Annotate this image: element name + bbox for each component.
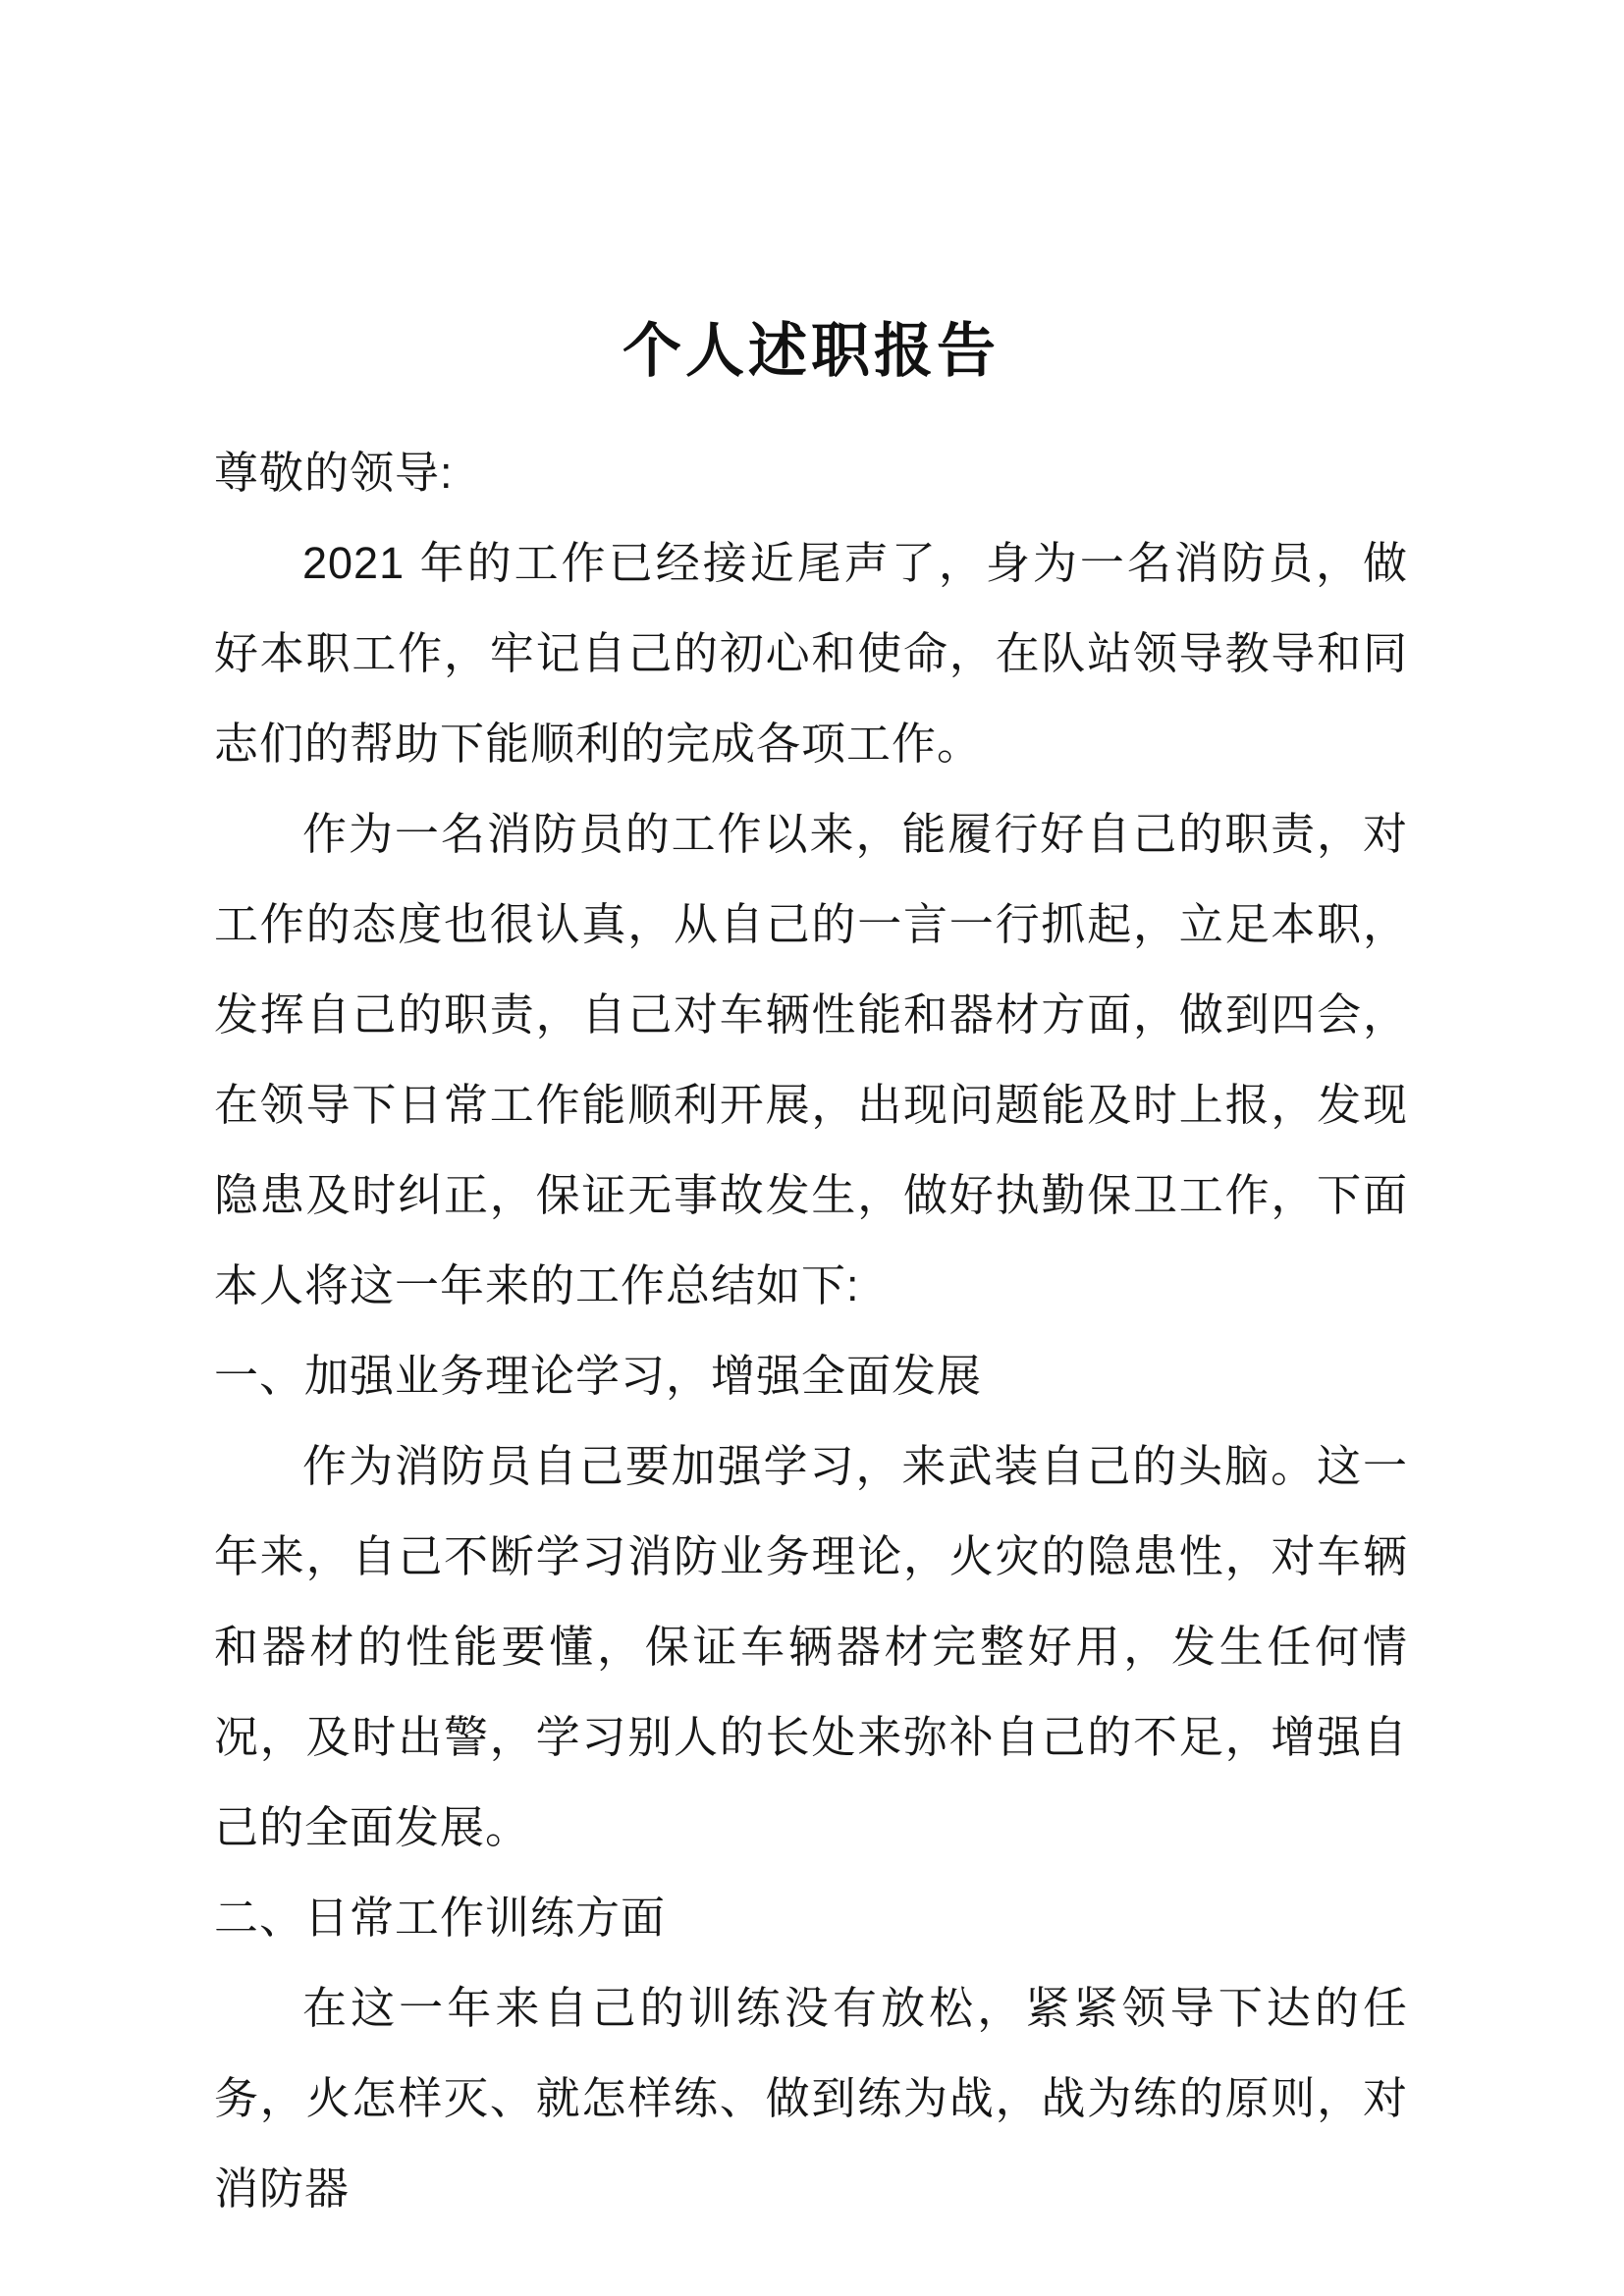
paragraph: 在这一年来自己的训练没有放松，紧紧领导下达的任务，火怎样灭、就怎样练、做到练为战，战为练的原则，对消防器 xyxy=(214,1983,1408,2214)
section-heading: 一、加强业务理论学习，增强全面发展 xyxy=(214,1351,983,1401)
section-heading: 二、日常工作训练方面 xyxy=(214,1893,667,1943)
paragraph: 作为一名消防员的工作以来，能履行好自己的职责，对工作的态度也很认真，从自己的一言一行抓起，立足本职，发挥自己的职责，自己对车辆性能和器材方面，做到四会，在领导下日常工作能顺利开展，出现问题能及时上报，发现隐患及时纠正，保证无事故发生，做好执勤保卫工作，下面本人将这一年来的工作总结如下: xyxy=(214,809,1408,1310)
paragraph: 作为消防员自己要加强学习，来武装自己的头脑。这一年来，自己不断学习消防业务理论，火灾的隐患性，对车辆和器材的性能要懂，保证车辆器材完整好用，发生任何情况，及时出警，学习别人的长处来弥补自己的不足，增强自己的全面发展。 xyxy=(214,1441,1408,1852)
document-title: 个人述职报告 xyxy=(623,318,1000,384)
document-body xyxy=(214,428,1408,2234)
salutation: 尊敬的领导: xyxy=(214,448,454,498)
paragraph: 2021 年的工作已经接近尾声了，身为一名消防员，做好本职工作，牢记自己的初心和使命，在队站领导教导和同志们的帮助下能顺利的完成各项工作。 xyxy=(214,538,1408,769)
